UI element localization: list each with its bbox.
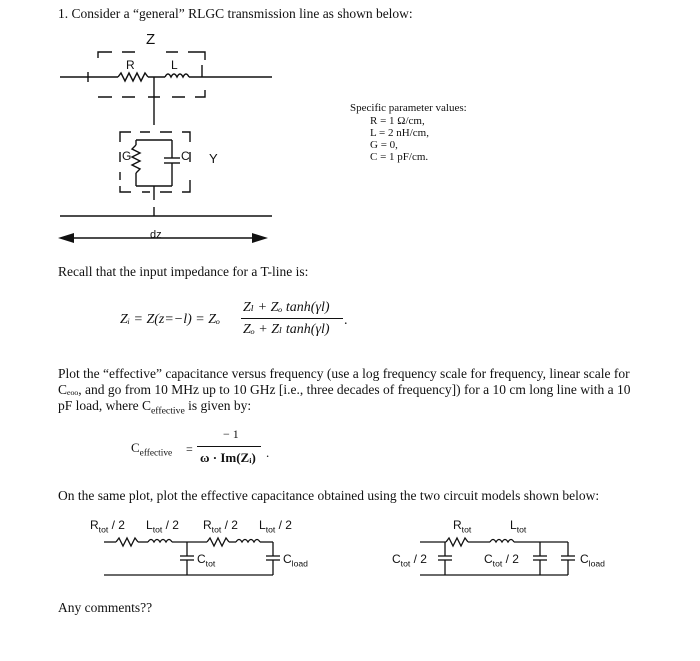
c1-cload-sub: load <box>291 558 308 569</box>
recall-text: Recall that the input impedance for a T-line is: <box>58 264 309 279</box>
eq2-equals: = <box>186 442 193 456</box>
plot-line-1: Plot the “effective” capacitance versus frequency (use a log frequency scale for frequency, linear scale for <box>58 366 630 381</box>
eq1-period: . <box>344 313 348 328</box>
c1-ctot-text: C <box>197 552 206 566</box>
c2-l-text: L <box>510 518 517 532</box>
c1-r1-frac: / 2 <box>108 518 125 532</box>
c1-ctot-label <box>197 552 215 568</box>
c1-l1-frac: / 2 <box>162 518 179 532</box>
c2-c2-text: C <box>484 552 493 566</box>
c2-c2-frac: / 2 <box>502 552 519 566</box>
c2-c2-label <box>484 552 519 568</box>
eq1-denominator: Zₒ + Zₗ tanh(γl) <box>243 322 330 337</box>
param-g: G = 0, <box>370 139 398 151</box>
c1-r1-text: R <box>90 518 99 532</box>
eq2-period: . <box>266 445 270 460</box>
l-label: L <box>171 58 178 72</box>
c1-r1-label <box>90 518 125 534</box>
c2-l-sub: tot <box>516 524 527 535</box>
comments-prompt: Any comments?? <box>58 600 153 615</box>
c1-l2-text: L <box>259 518 266 532</box>
params-title: Specific parameter values: <box>350 102 467 114</box>
c1-r2-label <box>203 518 238 534</box>
c2-cload-label <box>580 552 605 568</box>
c1-r2-frac: / 2 <box>221 518 238 532</box>
eq1-numerator: Zₗ + Zₒ tanh(γl) <box>243 300 330 315</box>
z-label: Z <box>146 31 156 48</box>
c1-l1-label <box>146 518 179 534</box>
dz-label: dz <box>150 229 162 241</box>
c2-c2-sub: tot <box>492 558 503 569</box>
param-l: L = 2 nH/cm, <box>370 127 429 139</box>
eq2-lhs-sub: effective <box>139 448 173 459</box>
c1-l1-sub: tot <box>152 524 163 535</box>
c1-l2-label <box>259 518 292 534</box>
c1-l2-frac: / 2 <box>275 518 292 532</box>
c1-l2-sub: tot <box>265 524 276 535</box>
c2-c1-frac: / 2 <box>410 552 427 566</box>
eq2-numerator: − 1 <box>223 427 239 441</box>
plot-line-2: Cₑₒₒ, and go from 10 MHz up to 10 GHz [i.e., three decades of frequency]) for a 10 cm long line with a 10 <box>58 382 631 397</box>
c2-r-text: R <box>453 518 462 532</box>
c1-l1-text: L <box>146 518 153 532</box>
c2-c1-label <box>392 552 427 568</box>
c2-c1-text: C <box>392 552 401 566</box>
plot-line-3b: is given by: <box>184 398 252 413</box>
param-r: R = 1 Ω/cm, <box>370 115 425 127</box>
c1-ctot-sub: tot <box>205 558 216 569</box>
c1-r1-sub: tot <box>98 524 109 535</box>
c1-r2-sub: tot <box>211 524 222 535</box>
param-c: C = 1 pF/cm. <box>370 151 429 163</box>
c2-c1-sub: tot <box>400 558 411 569</box>
plot-line-3a: pF load, where C <box>58 398 151 413</box>
r-label: R <box>126 58 135 72</box>
c2-cload-sub: load <box>588 558 605 569</box>
c-label: C <box>181 149 190 163</box>
y-label: Y <box>209 151 218 166</box>
plot-line-3-sub: effective <box>150 405 185 417</box>
c2-cload-text: C <box>580 552 589 566</box>
g-label: G <box>122 149 132 163</box>
c1-cload-label <box>283 552 308 568</box>
same-plot-text: On the same plot, plot the effective capacitance obtained using the two circuit models shown below: <box>58 488 600 503</box>
c2-l-label <box>510 518 526 534</box>
eq1-lhs: Zᵢ = Z(z=−l) = Zₒ <box>120 312 221 327</box>
c2-r-label <box>453 518 471 534</box>
eq2-denominator: ω · Im(Zᵢ) <box>200 450 256 465</box>
problem-intro: Consider a “general” RLGC transmission line as shown below: <box>71 6 413 21</box>
problem-number: 1. <box>58 6 69 21</box>
eq2-lhs-c: C <box>131 440 140 455</box>
c1-r2-text: R <box>203 518 212 532</box>
c1-cload-text: C <box>283 552 292 566</box>
c2-r-sub: tot <box>461 524 472 535</box>
